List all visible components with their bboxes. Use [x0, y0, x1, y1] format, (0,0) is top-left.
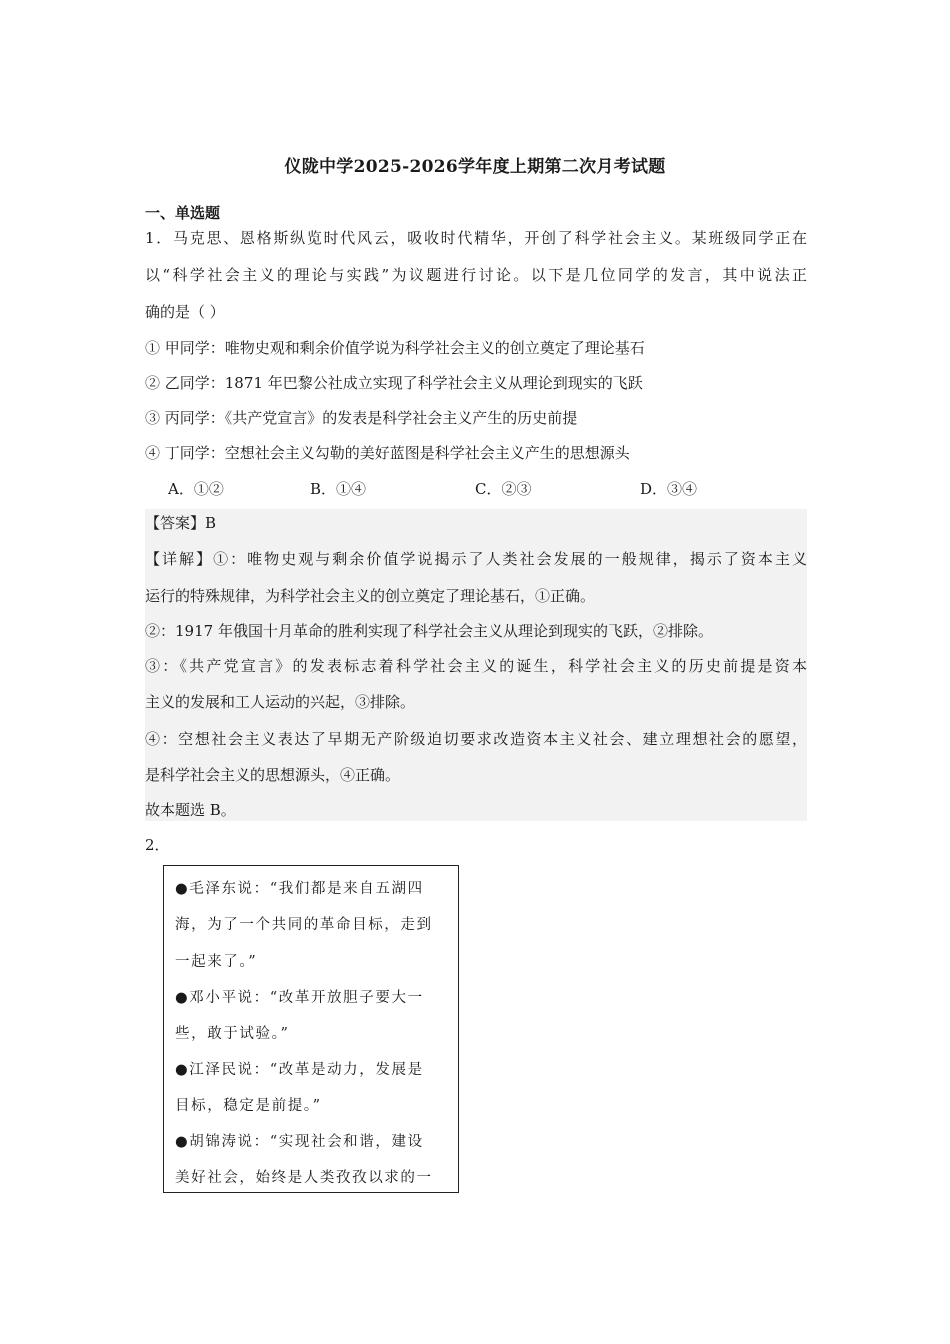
q1-statement-3: ③ 丙同学：《共产党宣言》的发表是科学社会主义产生的历史前提: [145, 409, 578, 427]
quote-line-9: 美好社会，始终是人类孜孜以求的一: [175, 1170, 433, 1186]
q1-stem-line-2: 以“科学社会主义的理论与实践”为议题进行讨论。以下是几位同学的发言，其中说法正: [145, 266, 807, 284]
q1-detail-line-5: 主义的发展和工人运动的兴起，③排除。: [145, 693, 416, 711]
q1-statement-4: ④ 丁同学：空想社会主义勾勒的美好蓝图是科学社会主义产生的思想源头: [145, 444, 630, 462]
q2-quote-box: [163, 865, 459, 1193]
quote-line-8: ●胡锦涛说：“实现社会和谐，建设: [175, 1134, 424, 1150]
q1-option-d: D．③④: [640, 480, 698, 498]
section-heading: 一、单选题: [145, 204, 221, 222]
q1-detail-line-6: ④：空想社会主义表达了早期无产阶级迫切要求改造资本主义社会、建立理想社会的愿望，: [145, 730, 807, 748]
q1-detail-line-4: ③：《共产党宣言》的发表标志着科学社会主义的诞生，科学社会主义的历史前提是资本: [145, 657, 807, 675]
q1-stem-line-3: 确的是（ ）: [145, 303, 225, 321]
quote-line-1: ●毛泽东说：“我们都是来自五湖四: [175, 881, 424, 897]
q1-options: [0, 478, 950, 500]
quote-line-4: ●邓小平说：“改革开放胆子要大一: [175, 990, 424, 1006]
q1-answer: 【答案】B: [145, 514, 217, 532]
q1-statement-2: ② 乙同学：1871 年巴黎公社成立实现了科学社会主义从理论到现实的飞跃: [145, 374, 643, 392]
q1-stem-line-1: 1．马克思、恩格斯纵览时代风云，吸收时代精华，开创了科学社会主义。某班级同学正在: [145, 229, 807, 247]
q1-detail-line-7: 是科学社会主义的思想源头，④正确。: [145, 766, 401, 784]
quote-line-6: ●江泽民说：“改革是动力，发展是: [175, 1062, 424, 1078]
quote-line-5: 些，敢于试验。”: [175, 1026, 290, 1042]
quote-line-7: 目标，稳定是前提。”: [175, 1098, 322, 1114]
q2-number: 2．: [145, 836, 170, 854]
q1-detail-line-1: 【详解】①：唯物史观与剩余价值学说揭示了人类社会发展的一般规律，揭示了资本主义: [145, 550, 807, 568]
q1-statement-1: ① 甲同学：唯物史观和剩余价值学说为科学社会主义的创立奠定了理论基石: [145, 339, 645, 357]
q1-option-b: B．①④: [310, 480, 367, 498]
q1-option-a: A．①②: [168, 480, 224, 498]
q1-detail-line-2: 运行的特殊规律，为科学社会主义的创立奠定了理论基石，①正确。: [145, 587, 596, 605]
q1-detail-line-3: ②：1917 年俄国十月革命的胜利实现了科学社会主义从理论到现实的飞跃，②排除。: [145, 622, 713, 640]
page-title: 仪陇中学2025-2026学年度上期第二次月考试题: [284, 157, 666, 177]
q1-option-c: C．②③: [475, 480, 532, 498]
q1-detail-line-8: 故本题选 B。: [145, 801, 236, 819]
quote-line-3: 一起来了。”: [175, 954, 258, 970]
quote-line-2: 海，为了一个共同的革命目标，走到: [175, 917, 433, 933]
